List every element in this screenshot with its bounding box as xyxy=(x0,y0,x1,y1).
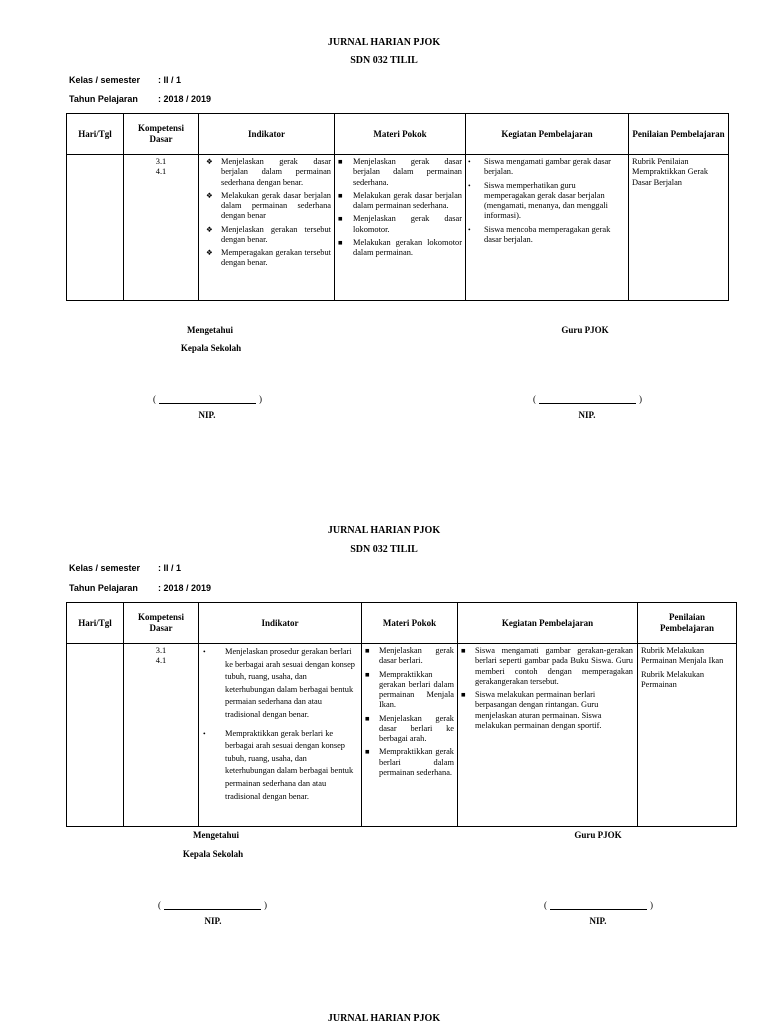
dot-bullet-icon: • xyxy=(468,224,471,234)
signature-left-mengetahui: Mengetahui xyxy=(193,830,239,840)
list-item: ■ Menjelaskan gerak dasar berlari. xyxy=(365,646,454,666)
list-item: ■ Menjelaskan gerak dasar berjalan dalam permainan sederhana. xyxy=(338,157,462,187)
square-bullet-icon: ■ xyxy=(461,690,466,699)
signature-line-right: ( ) xyxy=(533,394,642,404)
school-year-row xyxy=(69,583,369,595)
signature-left-kepala-sekolah: Kepala Sekolah xyxy=(182,849,244,859)
table-header-row xyxy=(67,603,737,644)
journal-title: JURNAL HARIAN PJOK xyxy=(327,1013,441,1024)
list-item: • Siswa mencoba memperagakan gerak dasar berjalan. xyxy=(468,224,611,244)
cell-indikator xyxy=(199,155,335,301)
cell-penilaian-pembelajaran xyxy=(638,644,737,827)
kompetensi-item: 3.1 xyxy=(155,157,167,166)
header-indikator: Indikator xyxy=(199,114,335,155)
diamond-bullet-icon: ❖ xyxy=(206,224,213,234)
penilaian-item: Rubrik Melakukan Permainan Menjala Ikan xyxy=(641,646,724,666)
school-year-label: Tahun Pelajaran xyxy=(69,94,138,104)
kompetensi-item: 3.1 xyxy=(155,646,167,655)
square-bullet-icon: ■ xyxy=(338,237,343,247)
header-materi-pokok: Materi Pokok xyxy=(335,114,466,155)
signature-left-kepala-sekolah: Kepala Sekolah xyxy=(180,343,242,353)
signature-right-guru-pjok: Guru PJOK xyxy=(561,325,609,335)
school-year-value: : 2018 / 2019 xyxy=(158,583,212,593)
nip-right: NIP. xyxy=(589,916,607,926)
diamond-bullet-icon: ❖ xyxy=(206,157,213,166)
penilaian-item: Rubrik Penilaian Mempraktikkan Gerak Dasar Berjalan xyxy=(632,157,709,187)
kompetensi-item: 4.1 xyxy=(155,656,167,666)
list-item: ❖ Menjelaskan gerakan tersebut dengan benar. xyxy=(206,224,331,244)
diamond-bullet-icon: ❖ xyxy=(206,190,213,200)
class-semester-row xyxy=(69,75,369,87)
list-item: ■ Siswa melakukan permainan berlari berpasangan dengan rintangan. Guru menjelaskan aturan permainan. Siswa melakukan permainan dengan sportif. xyxy=(461,690,602,730)
class-semester-row xyxy=(69,563,369,575)
list-item: ■ Melakukan gerak dasar berjalan dalam permainan sederhana. xyxy=(338,190,462,210)
signature-right-guru-pjok: Guru PJOK xyxy=(574,830,622,840)
list-item: ■ Menjelaskan gerak dasar berlari ke berbagai arah. xyxy=(365,713,454,743)
cell-hari-tgl xyxy=(67,155,124,301)
class-semester-value: : II / 1 xyxy=(158,75,182,85)
dot-bullet-icon: • xyxy=(468,157,471,166)
square-bullet-icon: ■ xyxy=(338,214,343,224)
class-semester-label: Kelas / semester xyxy=(69,563,141,573)
list-item: ❖ Melakukan gerak dasar berjalan dalam permainan sederhana dengan benar xyxy=(206,190,331,221)
list-item: ❖ Memperagakan gerakan tersebut dengan benar. xyxy=(206,248,331,268)
square-bullet-icon: ■ xyxy=(365,669,370,679)
kompetensi-item: 4.1 xyxy=(155,167,167,177)
nip-left: NIP. xyxy=(204,916,222,926)
dot-bullet-icon: • xyxy=(203,728,206,738)
square-bullet-icon: ■ xyxy=(338,157,343,166)
header-kompetensi-dasar: Kompetensi Dasar xyxy=(124,114,199,155)
cell-indikator xyxy=(199,644,362,827)
school-year-label: Tahun Pelajaran xyxy=(69,583,138,593)
list-item: ■ Mempraktikkan gerakan berlari dalam permainan Menjala Ikan. xyxy=(365,669,454,710)
school-year-value: : 2018 / 2019 xyxy=(158,94,212,104)
signature-left-mengetahui: Mengetahui xyxy=(187,325,233,335)
cell-kegiatan-pembelajaran xyxy=(458,644,638,827)
cell-kompetensi-dasar xyxy=(124,644,199,827)
table-header-row xyxy=(67,114,729,155)
school-name: SDN 032 TILIL xyxy=(350,544,418,555)
cell-materi-pokok xyxy=(362,644,458,827)
list-item: ■ Melakukan gerakan lokomotor dalam permainan. xyxy=(338,237,462,257)
square-bullet-icon: ■ xyxy=(461,646,466,655)
header-materi-pokok: Materi Pokok xyxy=(362,603,458,644)
nip-right: NIP. xyxy=(578,410,596,420)
header-hari-tgl: Hari/Tgl xyxy=(67,603,124,644)
header-penilaian-pembelajaran: Penilaian Pembelajaran xyxy=(638,603,737,644)
list-item: • Siswa mengamati gambar gerak dasar berjalan. xyxy=(468,157,611,177)
penilaian-item: Rubrik Melakukan Permainan xyxy=(641,669,705,689)
cell-hari-tgl xyxy=(67,644,124,827)
table-row xyxy=(67,155,729,301)
cell-penilaian-pembelajaran xyxy=(629,155,729,301)
list-item: • Siswa memperhatikan guru memperagakan gerak dasar berjalan (mengamati, menanya, dan menggali informasi). xyxy=(468,180,608,221)
table-row xyxy=(67,644,737,827)
cell-kompetensi-dasar xyxy=(124,155,199,301)
header-penilaian-pembelajaran: Penilaian Pembelajaran xyxy=(629,114,729,155)
journal-table xyxy=(66,113,729,301)
header-kompetensi-dasar: Kompetensi Dasar xyxy=(124,603,199,644)
school-year-row xyxy=(69,94,369,106)
header-kegiatan-pembelajaran: Kegiatan Pembelajaran xyxy=(466,114,629,155)
square-bullet-icon: ■ xyxy=(338,190,343,200)
list-item: ■ Mempraktikkan gerak berlari dalam permainan sederhana. xyxy=(365,747,454,777)
journal-table xyxy=(66,602,737,827)
journal-title: JURNAL HARIAN PJOK xyxy=(327,525,441,536)
dot-bullet-icon: • xyxy=(468,180,471,190)
list-item: • Mempraktikkan gerak berlari ke berbagai arah sesuai dengan konsep tubuh, ruang, usaha, dan keterhubungan dalam berbagai bentuk permainan sederhana dan atau tradisional dengan benar. xyxy=(203,728,354,801)
header-kegiatan-pembelajaran: Kegiatan Pembelajaran xyxy=(458,603,638,644)
header-indikator: Indikator xyxy=(199,603,362,644)
square-bullet-icon: ■ xyxy=(365,713,370,723)
square-bullet-icon: ■ xyxy=(365,646,370,655)
diamond-bullet-icon: ❖ xyxy=(206,248,213,257)
journal-title: JURNAL HARIAN PJOK xyxy=(327,37,441,48)
signature-line-right: ( ) xyxy=(544,900,653,910)
signature-line-left: ( ) xyxy=(153,394,262,404)
school-name: SDN 032 TILIL xyxy=(350,55,418,66)
cell-materi-pokok xyxy=(335,155,466,301)
list-item: ■ Siswa mengamati gambar gerakan-gerakan berlari seperti gambar pada Buku Siswa. Guru memberi contoh dengan memperagakan gerakangerakan tersebut. xyxy=(461,646,633,686)
signature-line-left: ( ) xyxy=(158,900,267,910)
dot-bullet-icon: • xyxy=(203,647,206,656)
cell-kegiatan-pembelajaran xyxy=(466,155,629,301)
class-semester-label: Kelas / semester xyxy=(69,75,141,85)
header-hari-tgl: Hari/Tgl xyxy=(67,114,124,155)
list-item: • Menjelaskan prosedur gerakan berlari ke berbagai arah sesuai dengan konsep tubuh, ruang, usaha, dan keterhubungan dalam berbagai bentuk permaian sederhana dan atau tradisional dengan benar. xyxy=(203,647,355,720)
class-semester-value: : II / 1 xyxy=(158,563,182,573)
list-item: ❖ Menjelaskan gerak dasar berjalan dalam permainan sederhana dengan benar. xyxy=(206,157,331,187)
square-bullet-icon: ■ xyxy=(365,747,370,757)
list-item: ■ Menjelaskan gerak dasar lokomotor. xyxy=(338,214,462,234)
nip-left: NIP. xyxy=(198,410,216,420)
